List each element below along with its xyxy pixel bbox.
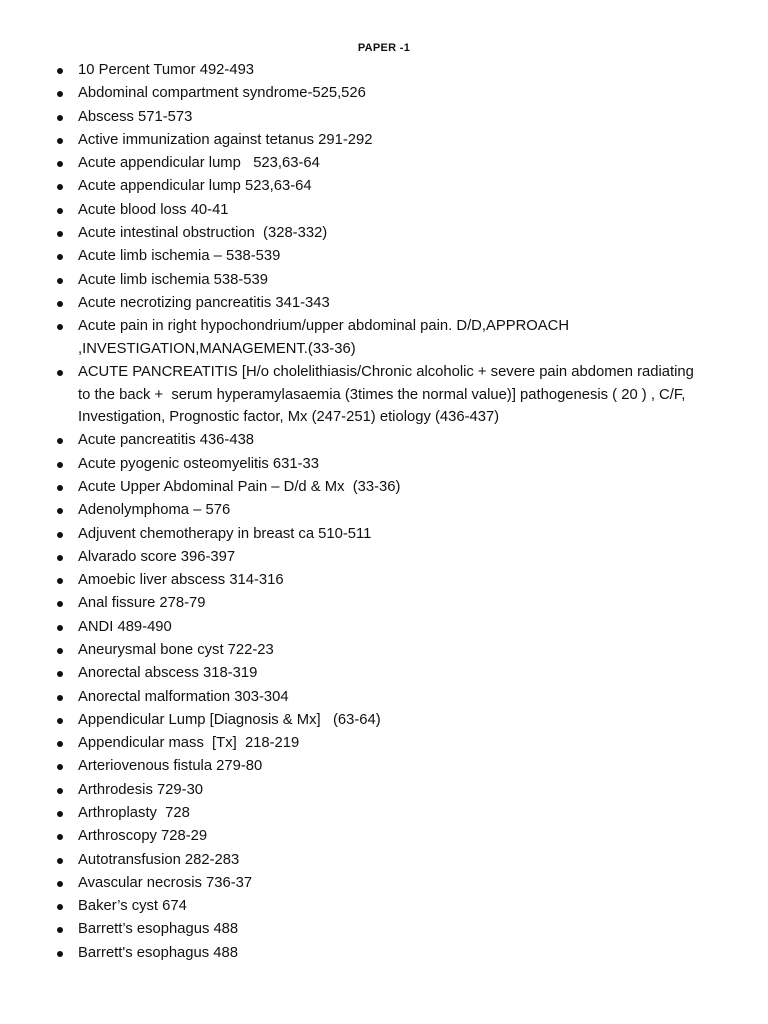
bullet-icon xyxy=(57,485,63,491)
list-item xyxy=(0,895,768,918)
list-item xyxy=(0,222,768,245)
bullet-icon xyxy=(57,718,63,724)
list-item xyxy=(0,453,768,476)
list-item xyxy=(0,709,768,732)
bullet-icon xyxy=(57,462,63,468)
bullet-icon xyxy=(57,625,63,631)
list-item xyxy=(0,129,768,152)
list-item-text: 10 Percent Tumor 492-493 xyxy=(78,62,255,78)
bullet-icon xyxy=(57,208,63,214)
list-item xyxy=(0,269,768,292)
list-item-text: Appendicular Lump [Diagnosis & Mx] (63-64) xyxy=(78,711,381,728)
bullet-icon xyxy=(57,184,63,190)
list-item-text: Acute limb ischemia – 538-539 xyxy=(78,248,281,265)
list-item-text: Acute appendicular lump 523,63-64 xyxy=(78,155,320,172)
list-item xyxy=(0,429,768,452)
list-item-text: Barrett's esophagus 488 xyxy=(78,944,238,961)
bullet-icon xyxy=(57,138,63,144)
list-item-text: Barrett’s esophagus 488 xyxy=(78,921,239,938)
list-item-text: Anorectal abscess 318-319 xyxy=(78,665,258,682)
bullet-icon xyxy=(57,555,63,561)
list-item-text: Arthroscopy 728-29 xyxy=(78,828,208,845)
list-item-text: Adjuvent chemotherapy in breast ca 510-511 xyxy=(78,525,372,542)
list-item xyxy=(0,569,768,592)
bullet-icon xyxy=(57,951,63,957)
list-item xyxy=(0,802,768,825)
bullet-icon xyxy=(57,927,63,933)
bullet-icon xyxy=(57,301,63,307)
bullet-icon xyxy=(57,324,63,330)
list-item-text: Arthroplasty 728 xyxy=(78,804,190,821)
list-item xyxy=(0,825,768,848)
list-item xyxy=(0,872,768,895)
list-item xyxy=(0,82,768,105)
list-item xyxy=(0,106,768,129)
bullet-icon xyxy=(57,508,63,514)
bullet-icon xyxy=(57,231,63,237)
list-item-text: Amoebic liver abscess 314-316 xyxy=(78,572,284,589)
list-item-text: Anal fissure 278-79 xyxy=(78,595,206,612)
list-item xyxy=(0,292,768,315)
topic-list xyxy=(0,59,768,965)
bullet-icon xyxy=(57,858,63,864)
list-item-text: Abdominal compartment syndrome-525,526 xyxy=(78,85,366,102)
list-item xyxy=(0,639,768,662)
list-item-text: Acute necrotizing pancreatitis 341-343 xyxy=(78,294,330,311)
list-item-text: Acute pain in right hypochondrium/upper abdominal pain. D/D,APPROACH ,INVESTIGATION,MANAGEMENT.(33-36) xyxy=(78,318,574,357)
bullet-icon xyxy=(57,788,63,794)
list-item-text: Acute blood loss 40-41 xyxy=(78,201,229,218)
list-item-text: Anorectal malformation 303-304 xyxy=(78,688,289,705)
list-item-text: Acute intestinal obstruction (328-332) xyxy=(78,224,328,241)
list-item xyxy=(0,245,768,268)
list-item xyxy=(0,592,768,615)
list-item-text: Active immunization against tetanus 291-292 xyxy=(78,131,373,148)
list-item-text: Alvarado score 396-397 xyxy=(78,548,236,565)
bullet-icon xyxy=(57,881,63,887)
list-item xyxy=(0,523,768,546)
bullet-icon xyxy=(57,68,63,74)
list-item xyxy=(0,918,768,941)
list-item xyxy=(0,849,768,872)
list-item xyxy=(0,199,768,222)
list-item-text: Adenolymphoma – 576 xyxy=(78,502,231,519)
list-item xyxy=(0,499,768,522)
bullet-icon xyxy=(57,254,63,260)
list-item-text: Autotransfusion 282-283 xyxy=(78,851,240,868)
bullet-icon xyxy=(57,438,63,444)
list-item-text: Abscess 571-573 xyxy=(78,108,193,125)
bullet-icon xyxy=(57,764,63,770)
bullet-icon xyxy=(57,601,63,607)
list-item xyxy=(0,476,768,499)
list-item xyxy=(0,175,768,198)
bullet-icon xyxy=(57,91,63,97)
list-item-text: ACUTE PANCREATITIS [H/o cholelithiasis/Chronic alcoholic + severe pain abdomen radiating to the back + serum hyperamylasaemia (3times the normal value)] pathogenesis ( 20 ) , C/F, Investigation, Prognostic factor, Mx (247-251) etiology (436-437) xyxy=(78,363,698,426)
bullet-icon xyxy=(57,695,63,701)
bullet-icon xyxy=(57,834,63,840)
list-item-text: Appendicular mass [Tx] 218-219 xyxy=(78,735,300,752)
list-item xyxy=(0,686,768,709)
bullet-icon xyxy=(57,278,63,284)
list-item-text: Acute pancreatitis 436-438 xyxy=(78,432,255,449)
list-item xyxy=(0,779,768,802)
bullet-icon xyxy=(57,648,63,654)
list-item-text: Avascular necrosis 736-37 xyxy=(78,874,253,891)
list-item xyxy=(0,152,768,175)
list-item-text: Baker’s cyst 674 xyxy=(78,898,187,915)
list-item-text: Aneurysmal bone cyst 722-23 xyxy=(78,641,274,658)
list-item xyxy=(0,546,768,569)
list-item xyxy=(0,361,768,429)
list-item-text: Acute pyogenic osteomyelitis 631-33 xyxy=(78,455,319,472)
list-item-text: Acute Upper Abdominal Pain – D/d & Mx (33-36) xyxy=(78,479,401,495)
page-title: PAPER -1 xyxy=(357,42,411,54)
bullet-icon xyxy=(57,161,63,167)
list-item-text: Acute appendicular lump 523,63-64 xyxy=(78,178,312,195)
list-item xyxy=(0,315,768,360)
list-item-text: ANDI 489-490 xyxy=(78,618,172,635)
list-item xyxy=(0,59,768,82)
list-item-text: Arteriovenous fistula 279-80 xyxy=(78,758,263,775)
list-item xyxy=(0,732,768,755)
bullet-icon xyxy=(57,115,63,121)
list-item xyxy=(0,662,768,685)
bullet-icon xyxy=(57,904,63,910)
bullet-icon xyxy=(57,741,63,747)
bullet-icon xyxy=(57,671,63,677)
list-item xyxy=(0,755,768,778)
bullet-icon xyxy=(57,578,63,584)
list-item-text: Acute limb ischemia 538-539 xyxy=(78,271,268,288)
bullet-icon xyxy=(57,811,63,817)
list-item xyxy=(0,942,768,965)
bullet-icon xyxy=(57,370,63,376)
list-item xyxy=(0,616,768,639)
list-item-text: Arthrodesis 729-30 xyxy=(78,781,204,798)
bullet-icon xyxy=(57,532,63,538)
